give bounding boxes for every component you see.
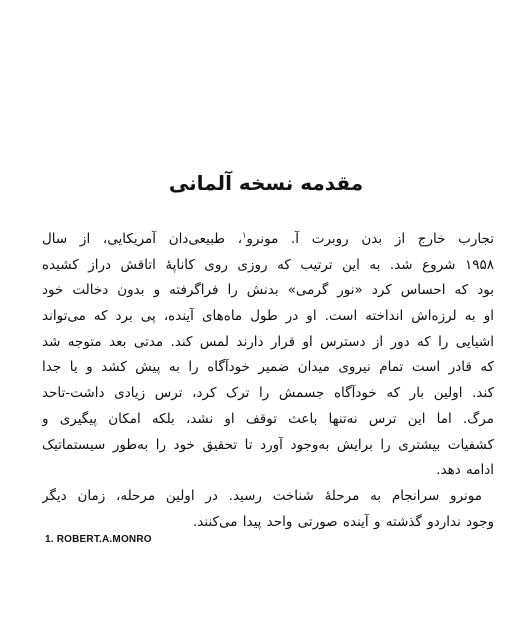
text-line: ادامه دهد. <box>436 462 494 479</box>
text-line: ۱۹۵۸ شروع شد. به این ترتیب که روزی روی کاناپهٔ اتاقش دراز کشیده <box>42 256 494 273</box>
text-line: که قادر است تمام نیروی میدان ضمیر خودآگاه را به پیش کشد و یا جدا <box>42 359 494 376</box>
text-line: بود که احساس کرد «نور گرمی» بدنش را فراگرفته و بدون دخالت خود <box>42 282 494 299</box>
text-line: اشیایی را که دور از دسترس او قرار دارند لمس کند. مدتی بعد متوجه شد <box>42 333 494 350</box>
text-line: کشفیات بیشتری را برایش به‌وجود آورد تا تحقیق خود را به‌طور سیستماتیک <box>42 436 494 453</box>
text-line <box>42 227 494 253</box>
text-line: او به لرزه‌اش انداخته است. او در طول ماه‌های آینده، پی برد که می‌تواند <box>42 308 494 325</box>
footnote: 1. ROBERT.A.MONRO <box>45 534 152 545</box>
text-line: وجود نداردو گذشته و آینده صورتی واحد پیدا می‌کنند. <box>193 513 494 530</box>
body-paragraphs <box>42 227 494 535</box>
text-line: مرگ. اما این ترس نه‌تنها باعث توقف او نشد، بلکه امکان پیگیری و <box>42 410 494 427</box>
text-line-part: تجارب خارج از بدن روبرت آ. مونرو$^۱$، طبیعی‌دان آمریکایی، از سال <box>42 230 494 247</box>
text-line: کند. اولین بار که خودآگاه جسمش را ترک کرد، ترس زیادی داشت-تاحد <box>42 385 494 402</box>
footnote-marker: ۱ <box>242 230 247 240</box>
page-title: مقدمه نسخه آلمانی <box>168 171 364 195</box>
text-line: مونرو سرانجام به مرحلهٔ شناخت رسید. در اولین مرحله، زمان دیگر <box>42 487 482 504</box>
